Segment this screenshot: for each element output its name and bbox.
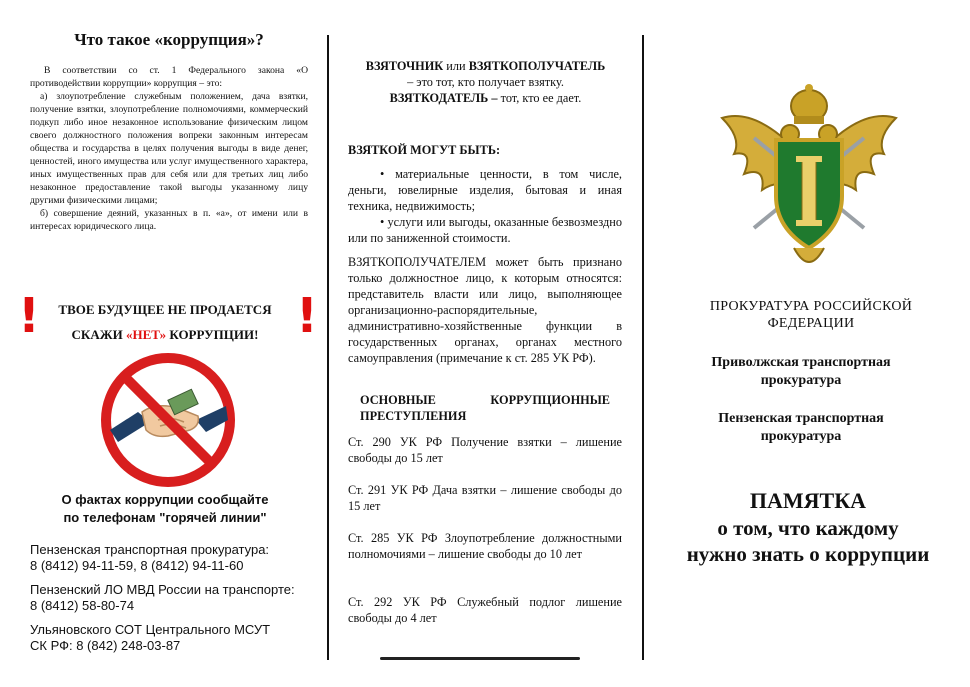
bribe-taker-definition bbox=[348, 58, 623, 106]
slogan-prefix: СКАЖИ bbox=[71, 327, 126, 342]
column-cover bbox=[646, 0, 970, 687]
bottom-rule bbox=[380, 657, 580, 660]
contact-org: Пензенский ЛО МВД России на транспорте: bbox=[30, 582, 295, 597]
slogan-no-word: «НЕТ» bbox=[125, 327, 167, 342]
contact-penza-prosecutor bbox=[30, 542, 310, 574]
slogan-line-2 bbox=[0, 327, 330, 343]
bullet-mark: • bbox=[380, 167, 385, 181]
contact-penza-police bbox=[30, 582, 310, 614]
bribe-taker-description: – это тот, кто получает взятку. bbox=[407, 75, 564, 89]
article-290: Ст. 290 УК РФ Получение взятки – лишение свободы до 15 лет bbox=[348, 435, 622, 465]
prosecutor-emblem-icon bbox=[714, 78, 904, 278]
contact-ulyanovsk-sot bbox=[30, 622, 310, 654]
article-291: Ст. 291 УК РФ Дача взятки – лишение свободы до 15 лет bbox=[348, 483, 622, 513]
slogan-line-1: ТВОЕ БУДУЩЕЕ НЕ ПРОДАЕТСЯ bbox=[58, 302, 272, 317]
term-bribe-taker: ВЗЯТОЧНИК bbox=[365, 59, 444, 73]
slogan-suffix: КОРРУПЦИИ! bbox=[166, 327, 259, 342]
bribe-bullet-1: • материальные ценности, в том числе, деньги, ювелирные изделия, бытовая и иная техника, недвижимость; bbox=[348, 167, 623, 213]
org-volga-transport: Приволжская транспортная прокуратура bbox=[711, 355, 891, 388]
contact-phones: 8 (8412) 58-80-74 bbox=[30, 598, 135, 613]
corruption-title: Что такое «коррупция»? bbox=[74, 30, 264, 49]
bribe-receiver-paragraph: ВЗЯТКОПОЛУЧАТЕЛЕМ может быть признано только должностное лицо, к которым относятся: представитель власти или лицо, выполняющее организационно-распорядительные, административно-хозяйственные функции в государственных органах, органах местного самоуправления (примечание к ст. 285 УК РФ). bbox=[348, 255, 622, 365]
term-bribe-giver: ВЗЯТКОДАТЕЛЬ – bbox=[389, 91, 498, 105]
crimes-heading: ОСНОВНЫЕ КОРРУПЦИОННЫЕ ПРЕСТУПЛЕНИЯ bbox=[360, 393, 610, 423]
bullet-mark: • bbox=[380, 215, 385, 229]
law-intro-paragraph: В соответствии со ст. 1 Федерального закона «О противодействии коррупции» коррупция – это: bbox=[30, 65, 308, 89]
exclamation-left-icon: ! bbox=[18, 288, 40, 344]
bribe-bullet-2: • услуги или выгоды, оказанные безвозмездно или по заниженной стоимости. bbox=[348, 215, 622, 245]
definition-a-paragraph: а) злоупотребление служебным положением, дача взятки, получение взятки, злоупотребление полномочиями, коммерческий подкуп либо иное незаконное использование физическим лицом своего должностного положения вопреки законным интересам общества и государства в целях получения выгоды в виде денег, ценностей, иного имущества или услуг имущественного характера, иных имущественных прав для себя или для третьих лиц либо незаконное предоставление такой выгоды указанному лицу другими физическими лицами; bbox=[30, 91, 308, 206]
contact-org: Ульяновского СОТ Центрального МСУТ bbox=[30, 622, 271, 637]
term-or: или bbox=[443, 59, 469, 73]
term-bribe-receiver: ВЗЯТКОПОЛУЧАТЕЛЬ bbox=[468, 59, 606, 73]
bribe-can-be-heading: ВЗЯТКОЙ МОГУТ БЫТЬ: bbox=[348, 143, 501, 157]
org-prosecutor-general: ПРОКУРАТУРА РОССИЙСКОЙ ФЕДЕРАЦИИ bbox=[709, 299, 913, 331]
org-penza-transport: Пензенская транспортная прокуратура bbox=[718, 411, 884, 444]
definition-b-paragraph: б) совершение деяний, указанных в п. «а», от имени или в интересах юридического лица. bbox=[30, 208, 308, 232]
memo-title: ПАМЯТКА bbox=[749, 488, 867, 513]
hotline-heading-line-2: по телефонам "горячей линии" bbox=[63, 510, 267, 525]
hotline-heading-line-1: О фактах коррупции сообщайте bbox=[61, 492, 269, 507]
contact-org: Пензенская транспортная прокуратура: bbox=[30, 542, 270, 557]
no-bribery-sign-icon bbox=[98, 350, 238, 490]
article-285: Ст. 285 УК РФ Злоупотребление должностными полномочиями – лишение свободы до 10 лет bbox=[348, 531, 622, 561]
bribe-giver-description: тот, кто ее дает. bbox=[497, 91, 582, 105]
memo-subtitle-line-1: о том, что каждому bbox=[717, 516, 899, 540]
article-292: Ст. 292 УК РФ Служебный подлог лишение свободы до 4 лет bbox=[348, 595, 622, 625]
memo-subtitle-line-2: нужно знать о коррупции bbox=[686, 542, 930, 566]
exclamation-right-icon: ! bbox=[296, 288, 318, 344]
contact-phones: СК РФ: 8 (842) 248-03-87 bbox=[30, 638, 181, 653]
contact-phones: 8 (8412) 94-11-59, 8 (8412) 94-11-60 bbox=[30, 558, 244, 573]
